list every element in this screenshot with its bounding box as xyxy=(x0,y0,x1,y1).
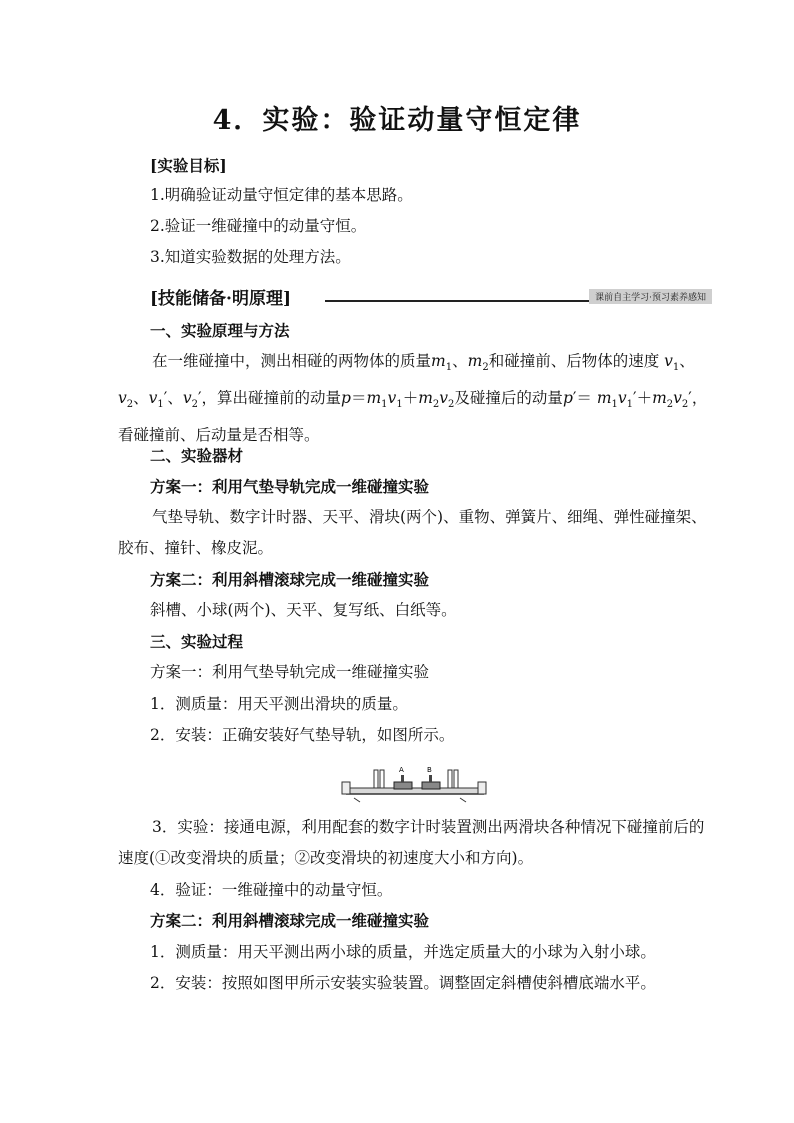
left-photogate xyxy=(374,770,378,788)
principle-paragraph: 在一维碰撞中，测出相碰的两物体的质量$m_1$、$m_2$和碰撞前、后物体的速度 $v_1$、$v_2$、$v_1'$、$v_2'$，算出碰撞前的动量$p=m_1v_1+m_2v_2$及碰撞后的动量$p'= m_1v_1'+m_2v_2'$，看碰撞前、后动量是否相等。 xyxy=(118,352,708,445)
process-heading: 三、实验过程 xyxy=(150,632,244,651)
process-step: 2．安装：正确安装好气垫导轨，如图所示。 xyxy=(150,726,455,744)
principle-heading: 一、实验原理与方法 xyxy=(150,321,290,340)
page-title: 4．实验：验证动量守恒定律 xyxy=(212,105,582,136)
process-plan1-title: 方案一：利用气垫导轨完成一维碰撞实验 xyxy=(150,663,430,681)
slider-b xyxy=(422,782,440,789)
equipment-plan2-title: 方案二：利用斜槽滚球完成一维碰撞实验 xyxy=(150,570,430,589)
process-plan2-title: 方案二：利用斜槽滚球完成一维碰撞实验 xyxy=(150,911,430,930)
left-end-block xyxy=(342,782,350,794)
air-track-figure xyxy=(340,760,488,806)
equipment-heading: 二、实验器材 xyxy=(150,446,244,465)
process-step: 4．验证：一维碰撞中的动量守恒。 xyxy=(150,881,393,899)
objective-item: 2.验证一维碰撞中的动量守恒。 xyxy=(150,217,367,235)
label-a: A xyxy=(399,766,404,774)
process-step-paragraph: 3．实验：接通电源，利用配套的数字计时装置测出两滑块各种情况下碰撞前后的速度(①改变滑块的质量；②改变滑块的初速度大小和方向)。 xyxy=(118,818,705,867)
equipment-plan1-items: 气垫导轨、数字计时器、天平、滑块(两个)、重物、弹簧片、细绳、弹性碰撞架、胶布、撞针、橡皮泥。 xyxy=(118,508,707,557)
objectives-heading: [实验目标] xyxy=(150,156,227,175)
label-b: B xyxy=(427,766,432,774)
section-tag: 课前自主学习·预习素养感知 xyxy=(589,289,712,304)
equipment-plan1-title: 方案一：利用气垫导轨完成一维碰撞实验 xyxy=(150,477,430,496)
track-rail xyxy=(346,788,484,794)
objective-item: 3.知道实验数据的处理方法。 xyxy=(150,248,351,266)
process-step: 1．测质量：用天平测出两小球的质量，并选定质量大的小球为入射小球。 xyxy=(150,943,656,961)
right-end-block xyxy=(478,782,486,794)
slider-a xyxy=(394,782,412,789)
process-step: 2．安装：按照如图甲所示安装实验装置。调整固定斜槽使斜槽底端水平。 xyxy=(150,974,656,992)
section-header xyxy=(150,284,712,309)
equipment-plan2-items: 斜槽、小球(两个)、天平、复写纸、白纸等。 xyxy=(150,601,457,619)
right-photogate xyxy=(448,770,452,788)
process-step: 1．测质量：用天平测出滑块的质量。 xyxy=(150,695,408,713)
section-title: [技能储备·明原理] xyxy=(150,289,292,309)
objective-item: 1.明确验证动量守恒定律的基本思路。 xyxy=(150,186,413,204)
